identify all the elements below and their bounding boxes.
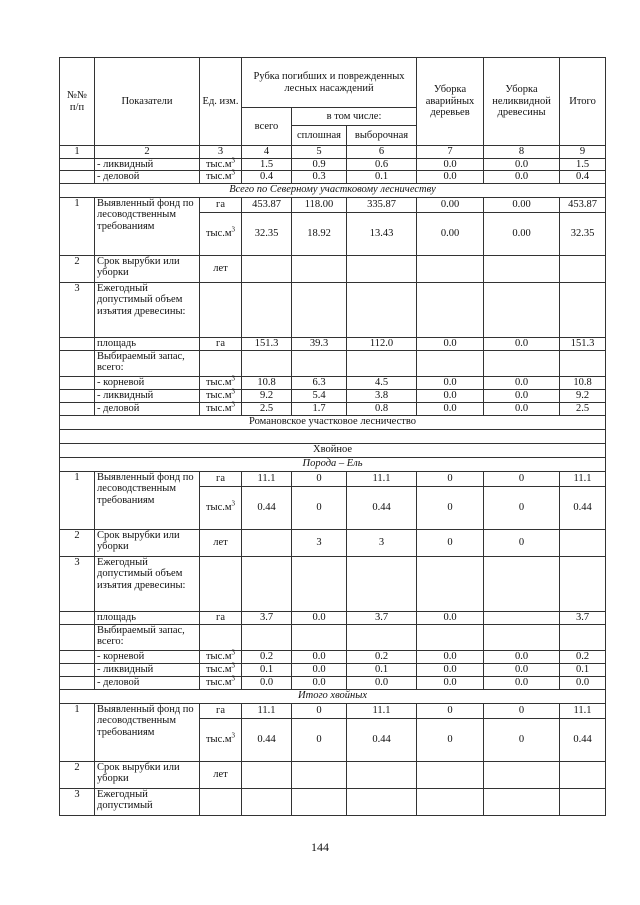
table-row: - ликвидный $тыс.м^3$ 0.1 0.0 0.1 0.0 0.0 0.1 — [60, 663, 606, 676]
col-num: 3 — [200, 146, 242, 159]
table-row: 1 Выявленный фонд по лесоводственным требованиям га 11.1 0 11.1 0 0 11.1 — [60, 703, 606, 718]
table-row: 2 Срок вырубки или уборки лет — [60, 255, 606, 282]
table-row: - деловой $тыс.м^3$ 2.5 1.7 0.8 0.0 0.0 2.5 — [60, 402, 606, 415]
table-row: $тыс.м^3$ 0.44 0 0.44 0 0 0.44 — [60, 486, 606, 529]
table-row: 3 Ежегодный допустимый — [60, 788, 606, 815]
table-row: Выбираемый запас, всего: — [60, 350, 606, 376]
col-num: 1 — [60, 146, 95, 159]
page-number: 144 — [311, 840, 329, 854]
table-row: 1 Выявленный фонд по лесоводственным требованиям га 11.1 0 11.1 0 0 11.1 — [60, 471, 606, 486]
table-row: 1 Выявленный фонд по лесоводственным требованиям га 453.87 118.00 335.87 0.00 0.00 453.87 — [60, 197, 606, 212]
col-num: 7 — [417, 146, 484, 159]
table-row: - деловой $тыс.м^3$ 0.4 0.3 0.1 0.0 0.0 0.4 — [60, 171, 606, 184]
table-row: 2 Срок вырубки или уборки лет — [60, 761, 606, 788]
table-row: площадь га 3.7 0.0 3.7 0.0 3.7 — [60, 611, 606, 624]
header-emergency: Уборка аварийных деревьев — [417, 58, 484, 146]
section-spruce: Порода – Ель — [60, 457, 606, 471]
header-including: в том числе: — [292, 108, 417, 126]
header-num: №№ п/п — [60, 58, 95, 146]
table-row: площадь га 151.3 39.3 112.0 0.0 0.0 151.3 — [60, 337, 606, 350]
forestry-table — [59, 57, 606, 816]
header-nonliquid: Уборка неликвидной древесины — [484, 58, 560, 146]
table-row: 2 Срок вырубки или уборки лет 3 3 0 0 — [60, 529, 606, 556]
section-conifer: Хвойное — [60, 443, 606, 457]
col-num: 6 — [347, 146, 417, 159]
header-unit: Ед. изм. — [200, 58, 242, 146]
table-row: 3 Ежегодный допустимый объем изъятия древесины: — [60, 556, 606, 611]
table-row: $тыс.м^3$ 0.44 0 0.44 0 0 0.44 — [60, 718, 606, 761]
section-conifer-total: Итого хвойных — [60, 689, 606, 703]
section-north-total: Всего по Северному участковому лесничеству — [60, 183, 606, 197]
table-row: - корневой $тыс.м^3$ 10.8 6.3 4.5 0.0 0.0 10.8 — [60, 376, 606, 389]
table-row: - корневой $тыс.м^3$ 0.2 0.0 0.2 0.0 0.0 0.2 — [60, 650, 606, 663]
header-clear: сплошная — [292, 126, 347, 146]
header-total: всего — [242, 108, 292, 146]
table-row: 3 Ежегодный допустимый объем изъятия древесины: — [60, 282, 606, 337]
section-romanov: Романовское участковое лесничество — [60, 415, 606, 429]
col-num: 9 — [560, 146, 606, 159]
header-itogo: Итого — [560, 58, 606, 146]
col-num: 5 — [292, 146, 347, 159]
header-indicators: Показатели — [95, 58, 200, 146]
col-num: 8 — [484, 146, 560, 159]
col-num: 4 — [242, 146, 292, 159]
header-selective: выборочная — [347, 126, 417, 146]
table-row: - ликвидный $тыс.м^3$ 9.2 5.4 3.8 0.0 0.0 9.2 — [60, 389, 606, 402]
table-row: Выбираемый запас, всего: — [60, 624, 606, 650]
table-row: - ликвидный $тыс.м^3$ 1.5 0.9 0.6 0.0 0.0 1.5 — [60, 158, 606, 171]
table-row: - деловой $тыс.м^3$ 0.0 0.0 0.0 0.0 0.0 0.0 — [60, 676, 606, 689]
table-row: $тыс.м^3$ 32.35 18.92 13.43 0.00 0.00 32.35 — [60, 212, 606, 255]
header-felling: Рубка погибших и поврежденных лесных насаждений — [242, 58, 417, 108]
col-num: 2 — [95, 146, 200, 159]
